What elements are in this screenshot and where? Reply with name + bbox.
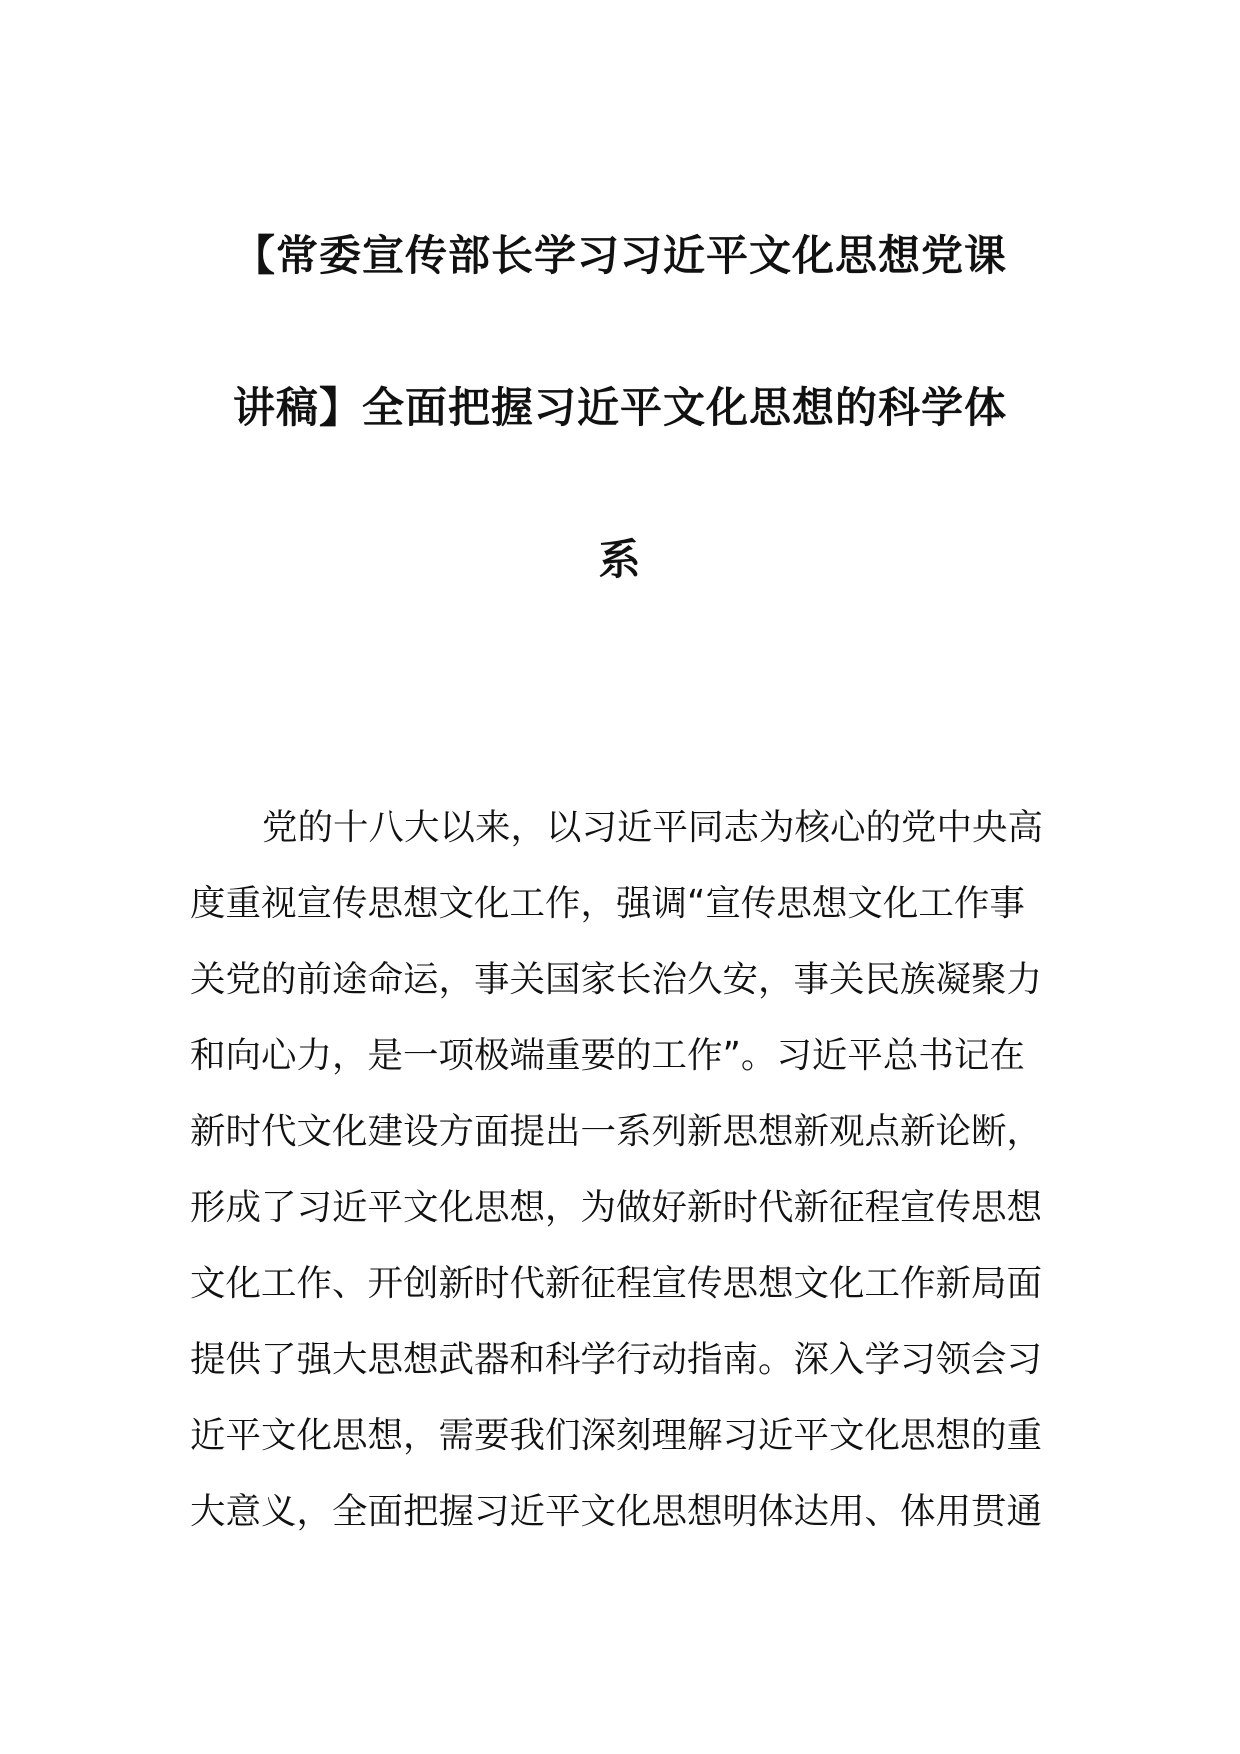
- title-line-3: 系: [598, 535, 642, 584]
- body-line: 形成了习近平文化思想，为做好新时代新征程宣传思想: [190, 1187, 1043, 1228]
- body-line: 近平文化思想，需要我们深刻理解习近平文化思想的重: [190, 1415, 1043, 1456]
- title-line-2: 讲稿】全面把握习近平文化思想的科学体: [232, 383, 1007, 432]
- body-paragraph: [190, 790, 1060, 1550]
- body-line: 提供了强大思想武器和科学行动指南。深入学习领会习: [190, 1339, 1043, 1380]
- body-line: 大意义，全面把握习近平文化思想明体达用、体用贯通: [190, 1491, 1043, 1532]
- document-title: [190, 180, 1050, 636]
- body-line: 度重视宣传思想文化工作，强调“宣传思想文化工作事: [190, 883, 1025, 924]
- body-line: 关党的前途命运，事关国家长治久安，事关民族凝聚力: [190, 959, 1043, 1000]
- body-line: 新时代文化建设方面提出一系列新思想新观点新论断，: [190, 1111, 1043, 1152]
- title-line-1: 【常委宣传部长学习习近平文化思想党课: [232, 231, 1007, 280]
- body-line: 党的十八大以来，以习近平同志为核心的党中央高: [262, 807, 1044, 848]
- body-line: 文化工作、开创新时代新征程宣传思想文化工作新局面: [190, 1263, 1043, 1304]
- body-line: 和向心力，是一项极端重要的工作”。习近平总书记在: [190, 1035, 1025, 1076]
